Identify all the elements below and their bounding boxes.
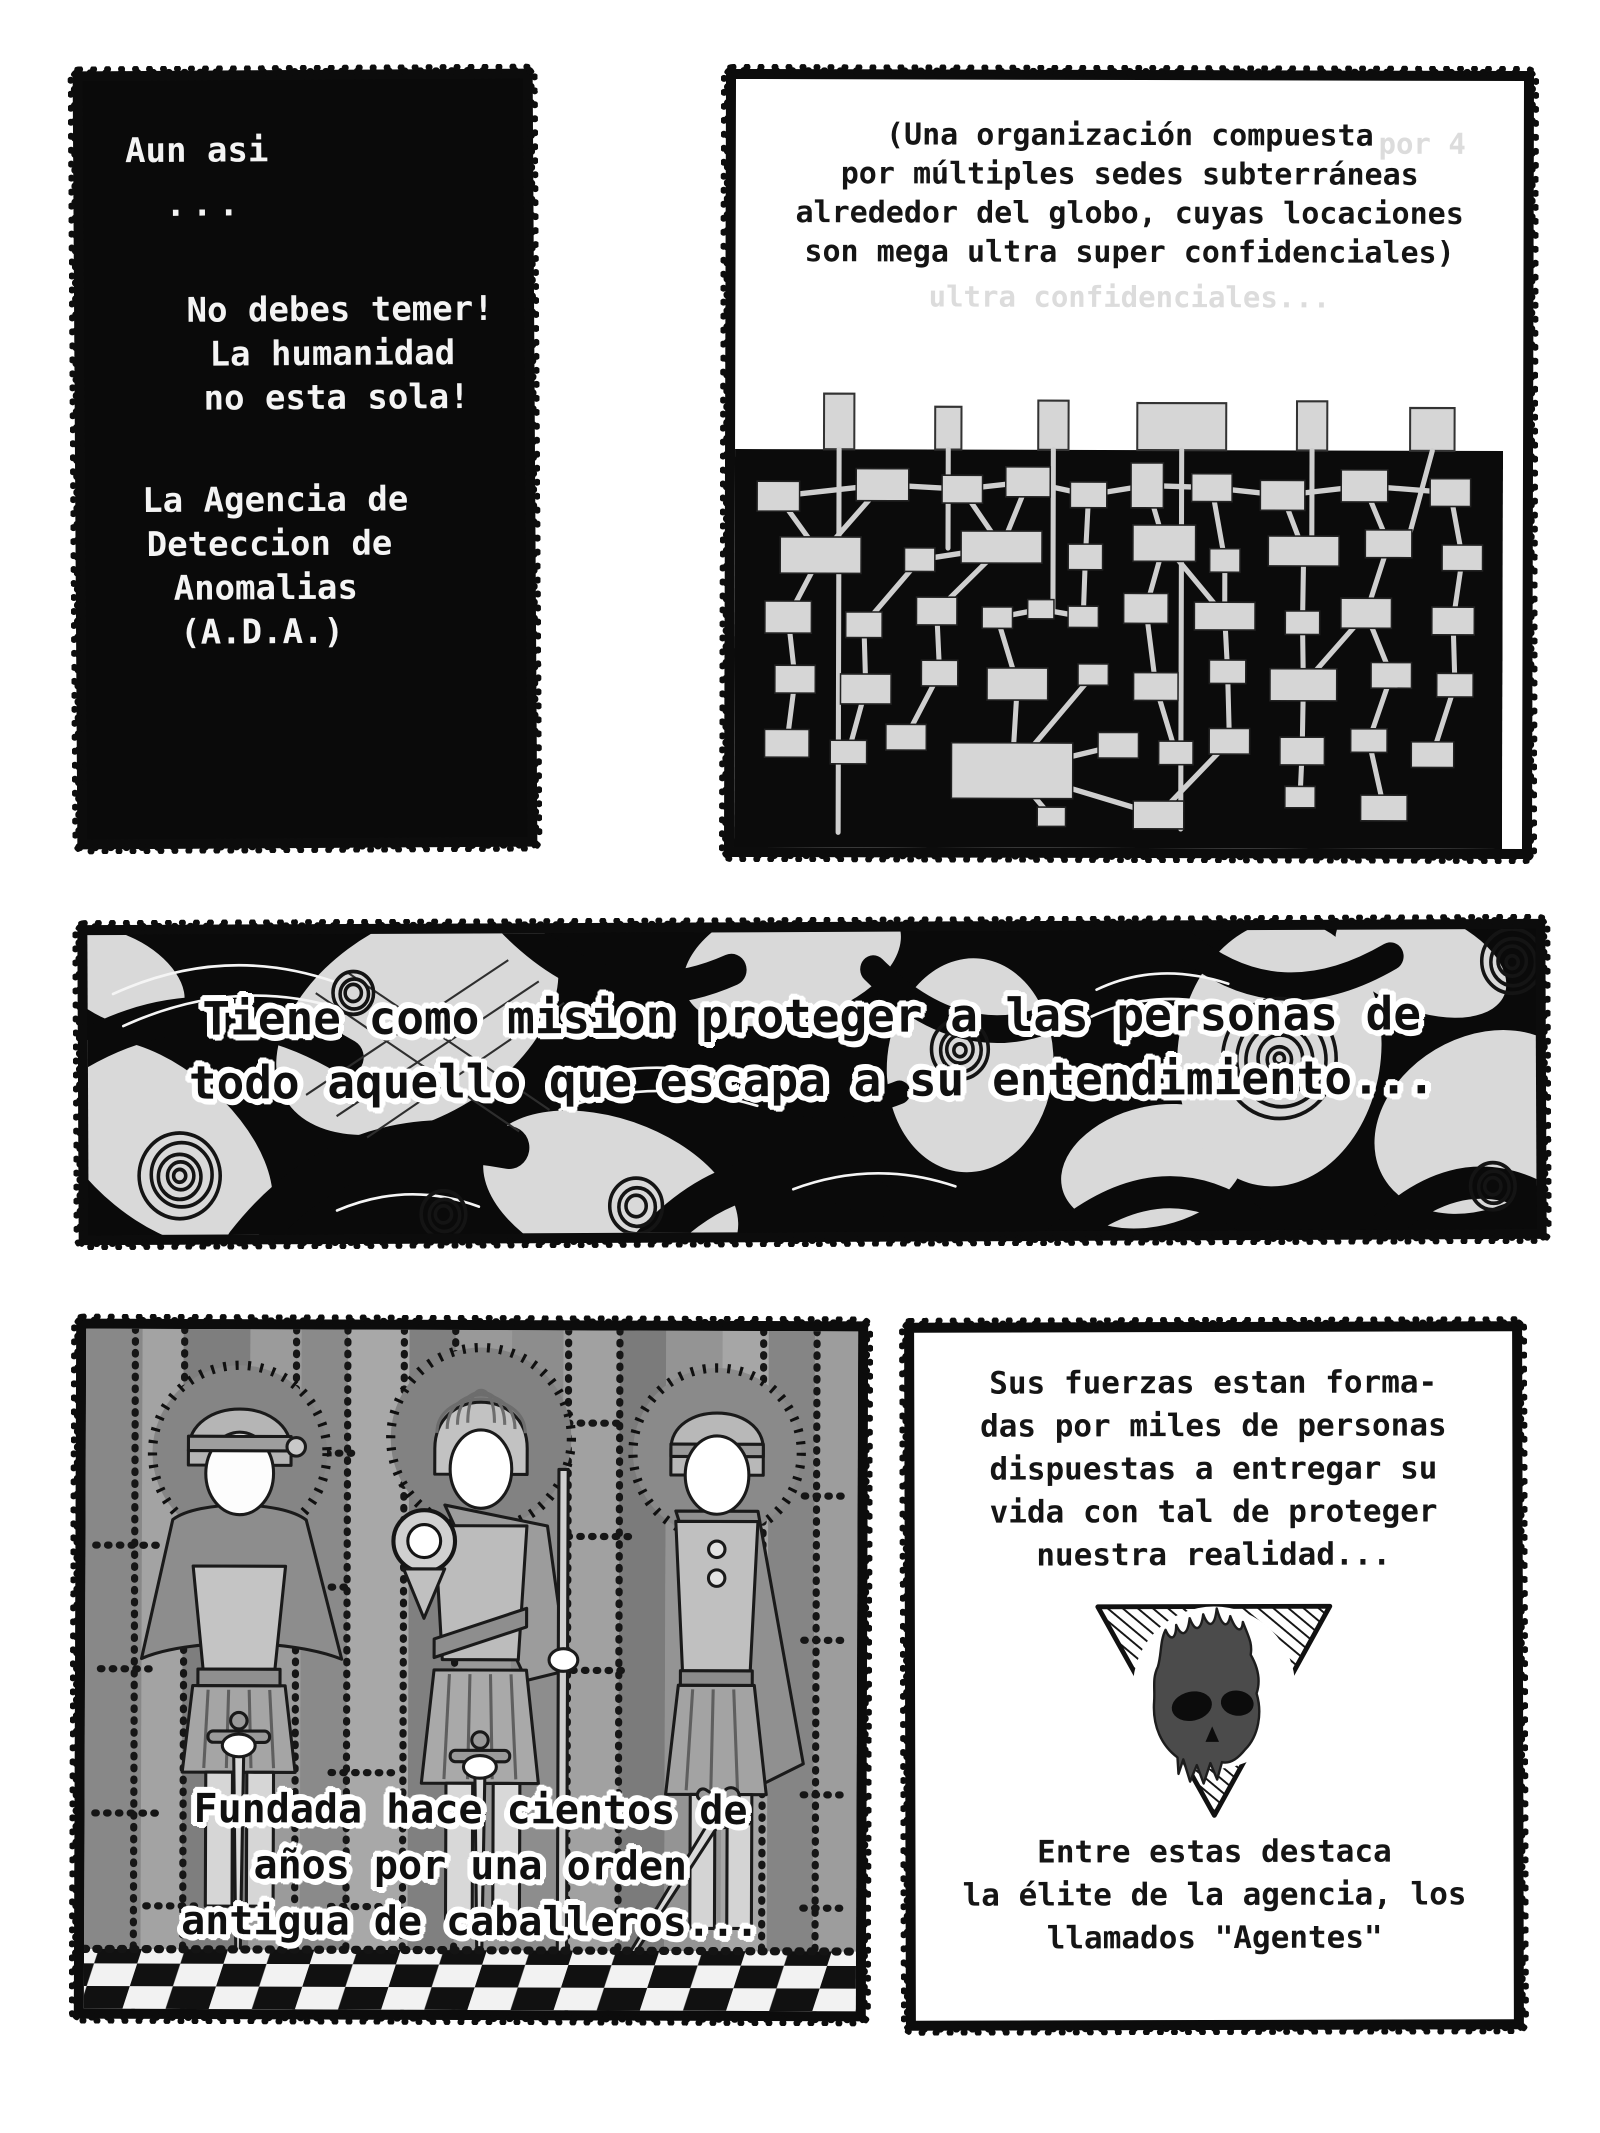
caption-line: por múltiples sedes subterráneas bbox=[840, 156, 1419, 193]
caption-line: nuestra realidad... bbox=[1036, 1536, 1392, 1574]
caption-line: todo aquello que escapa a su entendimiento... bbox=[188, 1050, 1436, 1110]
narration-line: (A.D.A.) bbox=[180, 611, 345, 653]
caption-line: años por una orden bbox=[253, 1842, 688, 1890]
narration-line: No debes temer! bbox=[186, 288, 494, 331]
caption-line: vida con tal de proteger bbox=[989, 1493, 1438, 1531]
caption-line: dispuestas a entregar su bbox=[989, 1450, 1438, 1488]
caption-line: Entre estas destaca bbox=[1037, 1833, 1392, 1871]
caption-line: la élite de la agencia, los bbox=[962, 1876, 1467, 1914]
ghost-text: ultra confidenciales... bbox=[928, 279, 1331, 315]
skull-triangle-emblem-icon bbox=[1088, 1593, 1341, 1826]
ghost-text: por 4 bbox=[1378, 126, 1466, 161]
mission-caption bbox=[88, 981, 1537, 1115]
hq-caption bbox=[736, 79, 1524, 273]
panel-hq bbox=[724, 69, 1534, 859]
caption-line: Fundada hace cientos de bbox=[193, 1786, 748, 1834]
narration-line: no esta sola! bbox=[203, 376, 470, 419]
narration-line: Aun asi bbox=[124, 130, 269, 172]
narration-line: La Agencia de bbox=[142, 479, 409, 521]
panel-intro bbox=[73, 69, 538, 850]
caption-line: Tiene como mision proteger a las personas de bbox=[202, 986, 1422, 1046]
underground-map-illustration bbox=[734, 387, 1503, 849]
forces-paragraph bbox=[914, 1331, 1513, 1578]
caption-line: (Una organización compuesta bbox=[885, 117, 1374, 154]
panel-forces bbox=[904, 1321, 1524, 2031]
founding-caption bbox=[84, 1781, 857, 1952]
panel-mission bbox=[77, 919, 1546, 1245]
caption-line: alrededor del globo, cuyas locaciones bbox=[795, 195, 1464, 232]
narration-line: Anomalias bbox=[173, 567, 359, 609]
caption-line: llamados "Agentes" bbox=[1046, 1919, 1383, 1957]
caption-line: Sus fuerzas estan forma- bbox=[989, 1364, 1438, 1402]
caption-line: son mega ultra super confidenciales) bbox=[804, 234, 1455, 271]
panel-founding bbox=[74, 1319, 868, 2022]
caption-line: das por miles de personas bbox=[980, 1407, 1447, 1445]
caption-line: antigua de caballeros... bbox=[181, 1897, 760, 1947]
forces-footer bbox=[915, 1830, 1513, 1961]
narration-line: ... bbox=[165, 184, 245, 225]
narration-line: La humanidad bbox=[209, 333, 456, 375]
narration-line: Deteccion de bbox=[146, 523, 393, 565]
